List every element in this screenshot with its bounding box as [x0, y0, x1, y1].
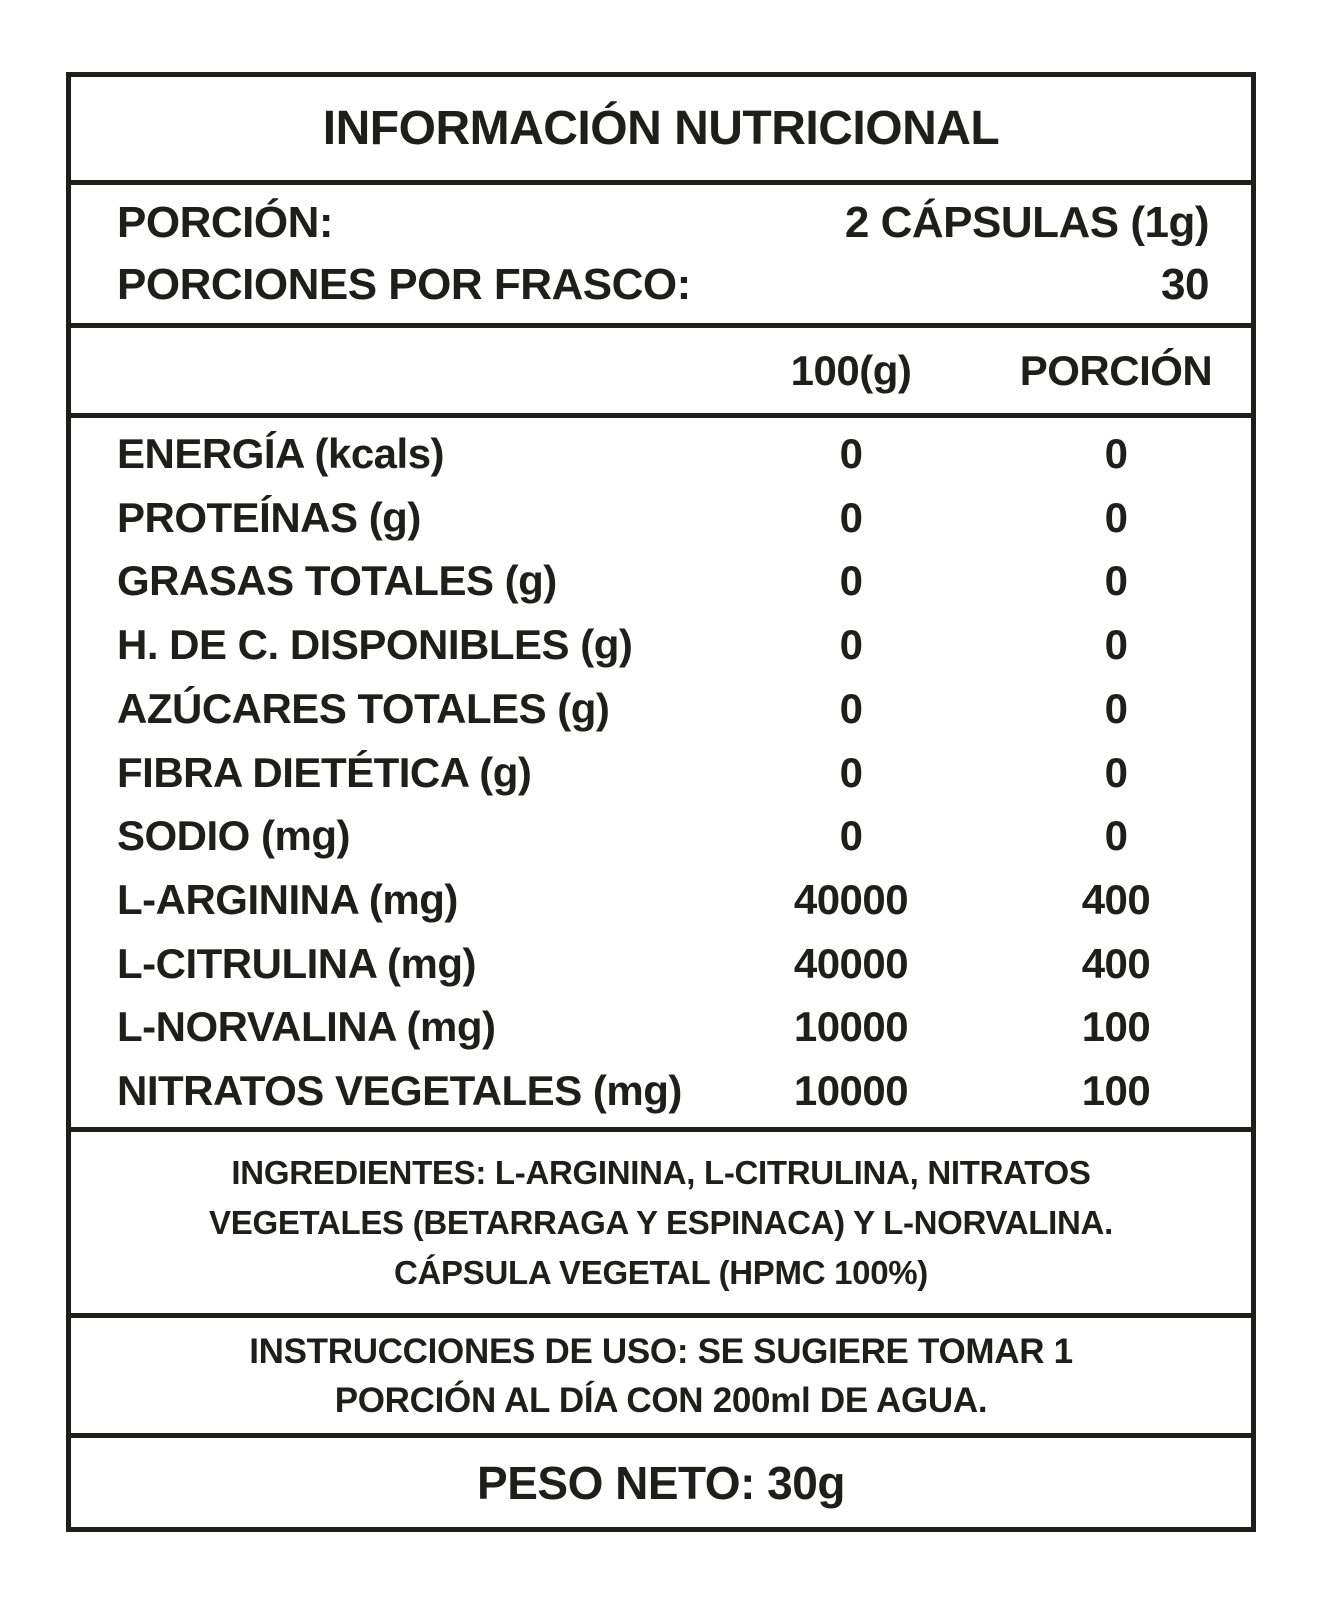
nutrient-value-100g: 0 — [839, 812, 863, 860]
nutrient-name: L-CITRULINA (mg) — [117, 939, 477, 987]
nutrient-value-100g: 0 — [839, 684, 863, 732]
ingredients-line-3: CÁPSULA VEGETAL (HPMC 100%) — [393, 1253, 929, 1291]
nutrient-name: L-NORVALINA (mg) — [117, 1003, 496, 1051]
serving-size-row — [117, 192, 1209, 254]
nutrient-name: L-ARGININA (mg) — [117, 876, 458, 923]
nutrient-name: SODIO (mg) — [117, 812, 350, 860]
table-row-l-arginina — [117, 868, 1226, 932]
nutrient-value-100g: 10000 — [793, 1067, 909, 1115]
nutrient-value-100g: 0 — [839, 748, 863, 796]
nutrient-value-portion: 0 — [1104, 812, 1128, 860]
table-row-sodio — [117, 804, 1226, 868]
nutrient-value-portion: 0 — [1104, 493, 1128, 541]
nutrient-name: NITRATOS VEGETALES (mg) — [117, 1067, 682, 1115]
servings-per-container-value: 30 — [1161, 260, 1209, 309]
nutrient-value-portion: 100 — [1081, 1003, 1151, 1051]
serving-size-label: PORCIÓN: — [117, 198, 333, 247]
table-row-energia — [117, 422, 1226, 486]
nutrient-value-portion: 400 — [1081, 939, 1151, 987]
nutrient-name: FIBRA DIETÉTICA (g) — [117, 748, 532, 796]
table-row-h-de-c-disponibles — [117, 613, 1226, 677]
nutrient-value-portion: 0 — [1104, 429, 1128, 477]
table-row-proteinas — [117, 486, 1226, 550]
nutrition-facts-panel — [66, 72, 1256, 1532]
ingredients-line-2: VEGETALES (BETARRAGA Y ESPINACA) Y L-NORVALINA. — [209, 1203, 1113, 1241]
servings-per-container-row — [117, 254, 1209, 316]
nutrient-value-portion: 0 — [1104, 684, 1128, 732]
nutrient-value-100g: 40000 — [793, 876, 909, 923]
panel-header — [71, 77, 1251, 185]
serving-info-section — [71, 185, 1251, 328]
instructions-line-2: PORCIÓN AL DÍA CON 200ml DE AGUA. — [334, 1380, 988, 1420]
ingredients-section — [71, 1132, 1251, 1318]
nutrient-value-portion: 0 — [1104, 621, 1128, 669]
table-row-l-citrulina — [117, 932, 1226, 996]
nutrient-name: GRASAS TOTALES (g) — [117, 557, 557, 605]
column-header-row — [71, 328, 1251, 418]
nutrient-name: PROTEÍNAS (g) — [117, 493, 421, 541]
nutrient-value-100g: 10000 — [793, 1003, 909, 1051]
nutrient-name: H. DE C. DISPONIBLES (g) — [117, 621, 633, 669]
net-weight-text: PESO NETO: 30g — [477, 1456, 845, 1509]
table-row-azucares-totales — [117, 677, 1226, 741]
nutrient-value-portion: 0 — [1104, 557, 1128, 605]
ingredients-line-1: INGREDIENTES: L-ARGININA, L-CITRULINA, NITRATOS — [231, 1153, 1091, 1191]
panel-title: INFORMACIÓN NUTRICIONAL — [322, 102, 1000, 155]
nutrients-table — [71, 418, 1251, 1132]
table-row-l-norvalina — [117, 996, 1226, 1060]
table-row-nitratos-vegetales — [117, 1059, 1226, 1123]
nutrient-value-100g: 0 — [839, 429, 863, 477]
instructions-section — [71, 1318, 1251, 1438]
nutrient-value-100g: 0 — [839, 557, 863, 605]
instructions-line-1: INSTRUCCIONES DE USO: SE SUGIERE TOMAR 1 — [249, 1331, 1073, 1371]
servings-per-container-label: PORCIONES POR FRASCO: — [117, 260, 691, 309]
nutrient-value-portion: 400 — [1081, 876, 1151, 923]
column-header-porcion: PORCIÓN — [1019, 346, 1213, 394]
nutrient-value-portion: 100 — [1081, 1067, 1151, 1115]
net-weight-section — [71, 1438, 1251, 1527]
table-row-grasas-totales — [117, 549, 1226, 613]
nutrient-value-100g: 0 — [839, 493, 863, 541]
nutrient-value-100g: 0 — [839, 621, 863, 669]
nutrient-name: AZÚCARES TOTALES (g) — [117, 684, 610, 732]
nutrient-name: ENERGÍA (kcals) — [117, 429, 445, 477]
serving-size-value: 2 CÁPSULAS (1g) — [844, 198, 1209, 247]
nutrient-value-100g: 40000 — [793, 939, 909, 987]
column-header-100g: 100(g) — [790, 346, 912, 394]
nutrient-value-portion: 0 — [1104, 748, 1128, 796]
table-row-fibra-dietetica — [117, 741, 1226, 805]
